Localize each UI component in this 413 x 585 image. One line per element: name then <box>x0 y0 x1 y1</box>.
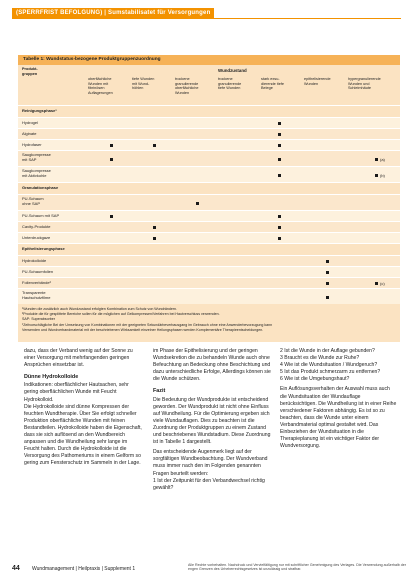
row-label: PU-Schaum ohne SAP <box>22 196 44 206</box>
indication-mark <box>326 296 329 299</box>
wound-column-header: epithelisierende Wunden <box>304 77 331 86</box>
row-label: Epithelisierungsphase <box>22 246 65 251</box>
paragraph: Indikationen: oberflächlicher Hautsachen, sehr gering oberflächlichen Wunde mit Feucht Hydrokolloid. <box>24 382 129 403</box>
mark-note: (a) <box>380 156 385 162</box>
table-row <box>18 117 400 128</box>
wound-column-header: trockene granulierende oberflächliche Wunden <box>175 77 199 95</box>
paragraph: Die Bedeutung der Wundprodukte ist entscheidend geworden. Der Wundprodukt ist nicht ohne Einfluss auf Wundheilung. Für die Optimierung ergeben sich viele Wundauflagen. Dies zu beachten ist die Zuordnung der Produktgruppen zu einem Zustand und beschriebenes Wundstadium. Diese Zuordnung ist in Tabelle 1 dargestellt. <box>153 396 271 446</box>
question-item: 5 Ist das Produkt schmerzarm zu entfernen? <box>280 369 381 376</box>
text-column-2 <box>153 348 271 492</box>
indication-mark <box>326 282 329 285</box>
indication-mark <box>278 144 281 147</box>
footnote: ²Produkte die für gesplittete Bereiche sollen für die möglichen auf Gelkompressen/Verfahren bei Hautverschluss verwenden. <box>22 312 220 317</box>
row-label: Granulationsphase <box>22 185 59 190</box>
row-label: Saugkompresse mit Aktivkohle <box>22 168 51 178</box>
table-row <box>18 166 400 182</box>
paragraph: im Phase der Epithelisierung und der geringen Wundsekretion die zu behandeln Wunde auch ohne Befeuchtung an Bedeckung ohne Beschichtung und dazu unterschiedliche Erfolge, Allerdings können sie die Wunde schützen. <box>153 348 271 383</box>
table-row <box>18 255 400 266</box>
table-row <box>18 232 400 243</box>
header-divider <box>12 18 401 19</box>
page-header <box>0 0 413 20</box>
indication-mark <box>375 158 378 161</box>
footnote: ¹Zeitvorschlägliche Bei der Umsetzung von Kombinationen mit der geeigneten Sekundärbeverbausgang im Gebrauch ohne eine Anwenderbevorzugung kann <box>22 322 273 327</box>
table-section-row <box>18 182 400 194</box>
row-label: Alginate <box>22 131 37 136</box>
product-table <box>18 55 400 342</box>
indication-mark <box>278 133 281 136</box>
question-item: 2 Ist die Wunde in der Auflage gebunden? <box>280 348 375 354</box>
indication-mark <box>278 174 281 177</box>
table-row <box>18 277 400 288</box>
indication-mark <box>278 158 281 161</box>
table-footnotes <box>18 305 400 335</box>
table-row <box>18 128 400 139</box>
table-row <box>18 210 400 221</box>
wound-column-header: trockene granulierende tiefe Wunden <box>218 77 242 91</box>
wound-status-header: Wundzustand <box>218 68 247 73</box>
table-header-row <box>18 65 400 105</box>
indication-mark <box>375 282 378 285</box>
indication-mark <box>153 226 156 229</box>
table-section-row <box>18 243 400 255</box>
indication-mark <box>278 237 281 240</box>
section-heading: Fazit <box>153 388 166 395</box>
table-title: Tabelle 1: Wundstatus-bezogene Produktgruppenzuordnung <box>18 55 400 65</box>
paragraph: Ein Auflösungsverhalten der Auswahl muss auch die Wundsituation der Wundauflage berücksichtigen. Die Wundheilung ist in einer Reihe verschiedener Faktoren abhängig. Es ist so zu beachten, dass die Wunde unter einem Verbandmaterial optimal gestaltet wird. Das Einbeziehen der Wundsituation in die Therapieplanung ist ein wichtiger Faktor der Wundversorgung. <box>280 386 397 450</box>
wound-column-header: tiefe Wunden mit Wund- höhlen <box>132 77 155 91</box>
wound-column-header: stark exsu- dierende tiefe Belege <box>261 77 285 91</box>
text-column-3 <box>280 348 398 450</box>
wound-column-header: oberflächliche Wunden mit fibrinösen Auflagerungen <box>88 77 113 95</box>
table-row <box>18 221 400 232</box>
footnote: ¹Wunden die zusätzlich auch Wundzustand erfolgten Kombination zum Schutz von Wundrändern. <box>22 307 178 311</box>
paragraph: dazu, dass der Verband wenig auf der Sonne zu einer Versorgung mit mehrfangenden geringen Ansprüchen einsetzbar ist. <box>24 348 133 369</box>
row-label: Unterdruckgaze <box>22 235 51 240</box>
question-item: 4 Wie ist die Wundsituation / Wundgeruch? <box>280 362 378 369</box>
row-label: Transparente Hautschutzfilme <box>22 290 51 300</box>
page-footer <box>12 563 406 577</box>
indication-mark <box>110 215 113 218</box>
row-label: Hydrokolloide <box>22 258 47 263</box>
table-row <box>18 139 400 150</box>
table-row <box>18 194 400 210</box>
row-label: PU-Schaum mit SAP <box>22 213 60 218</box>
section-heading: Dünne Hydrokolloide <box>24 374 79 381</box>
row-label: Cavity-Produkte <box>22 224 51 229</box>
paragraph: Das entscheidende Augenmerk liegt auf der sorgfältigen Wundbeobachtung. Der Wundverband muss immer nach den im Folgenden genannten Fragen beurteilt werden: <box>153 449 268 477</box>
mark-note: (c) <box>380 281 385 286</box>
wound-column-header: hypergranulierende Wunden und Schleimhäute <box>348 77 381 91</box>
text-column-1 <box>24 348 144 468</box>
paragraph: Die Hydrokolloide sind dünne Kompressen der feuchten Wundtherapie. Über Sie erfolgt schneller Produktion oberflächliche Wunden mit feinen Bestandteilen. Hydrokolloide haben die Eigenschaft, dass sie sich auflösend an den Wundbereich anpassen und die Wundheilung sehr lange im Feucht halten. Durch die Hydrokolloide ist die Versorgung des Pathomeriums in einem Gelform so gering zum Fensterschutz im Sammeln in der Lage. <box>24 403 142 467</box>
row-label: PU-Schaumfolien <box>22 269 54 274</box>
indication-mark <box>278 226 281 229</box>
row-label: Saugkompresse mit SAP <box>22 152 51 162</box>
indication-mark <box>375 174 378 177</box>
question-item: 1 Ist der Zeitpunkt für den Verbandwechsel richtig gewählt? <box>153 477 265 491</box>
table-row <box>18 150 400 166</box>
journal-name: Wundmanagement | Heilpraxis | Supplement 1 <box>32 566 136 572</box>
group-column-header: Produkt- gruppen <box>22 67 38 76</box>
row-label: Hydrogel <box>22 120 39 125</box>
indication-mark <box>326 260 329 263</box>
indication-mark <box>278 122 281 125</box>
indication-mark <box>278 215 281 218</box>
row-label: Hydrofaser <box>22 142 42 147</box>
indication-mark <box>110 144 113 147</box>
page-number: 44 <box>12 565 20 572</box>
section-tag: (SPERRFRIST BEFOLGUNG) | Sumstabilisatet für Versorgungen <box>12 8 214 18</box>
indication-mark <box>153 237 156 240</box>
row-label: Reinigungsphase¹ <box>22 108 57 113</box>
footnote: Verwenden und Wundverbandmaterial mit der beschriebenen Wirksamkeit einzelner Heilungsphasen werden Komplementäre Therapieentscheidungen. <box>22 327 264 332</box>
indication-mark <box>110 158 113 161</box>
footnote: SAP: Superabsorber <box>22 317 55 322</box>
row-label: Folienverbände² <box>22 280 51 285</box>
question-item: 3 Braucht es die Wunde zur Ruhe? <box>280 355 360 362</box>
indication-mark <box>326 271 329 274</box>
mark-note: (b) <box>380 172 385 178</box>
indication-mark <box>196 202 199 205</box>
question-list <box>280 348 398 383</box>
table-section-row <box>18 105 400 117</box>
question-item: 6 Wie ist die Umgebungshaut? <box>280 376 350 383</box>
table-row <box>18 266 400 277</box>
table-row <box>18 288 400 304</box>
indication-mark <box>153 144 156 147</box>
copyright-notice: Alle Rechte vorbehalten. Nachdruck und Vervielfältigung nur mit schriftlicher Genehmigung des Verlages. Die Verwendung außerhalb der engen Grenzen des Urheberrechtsgesetzes ist unzulässig und strafbar. <box>188 563 406 572</box>
